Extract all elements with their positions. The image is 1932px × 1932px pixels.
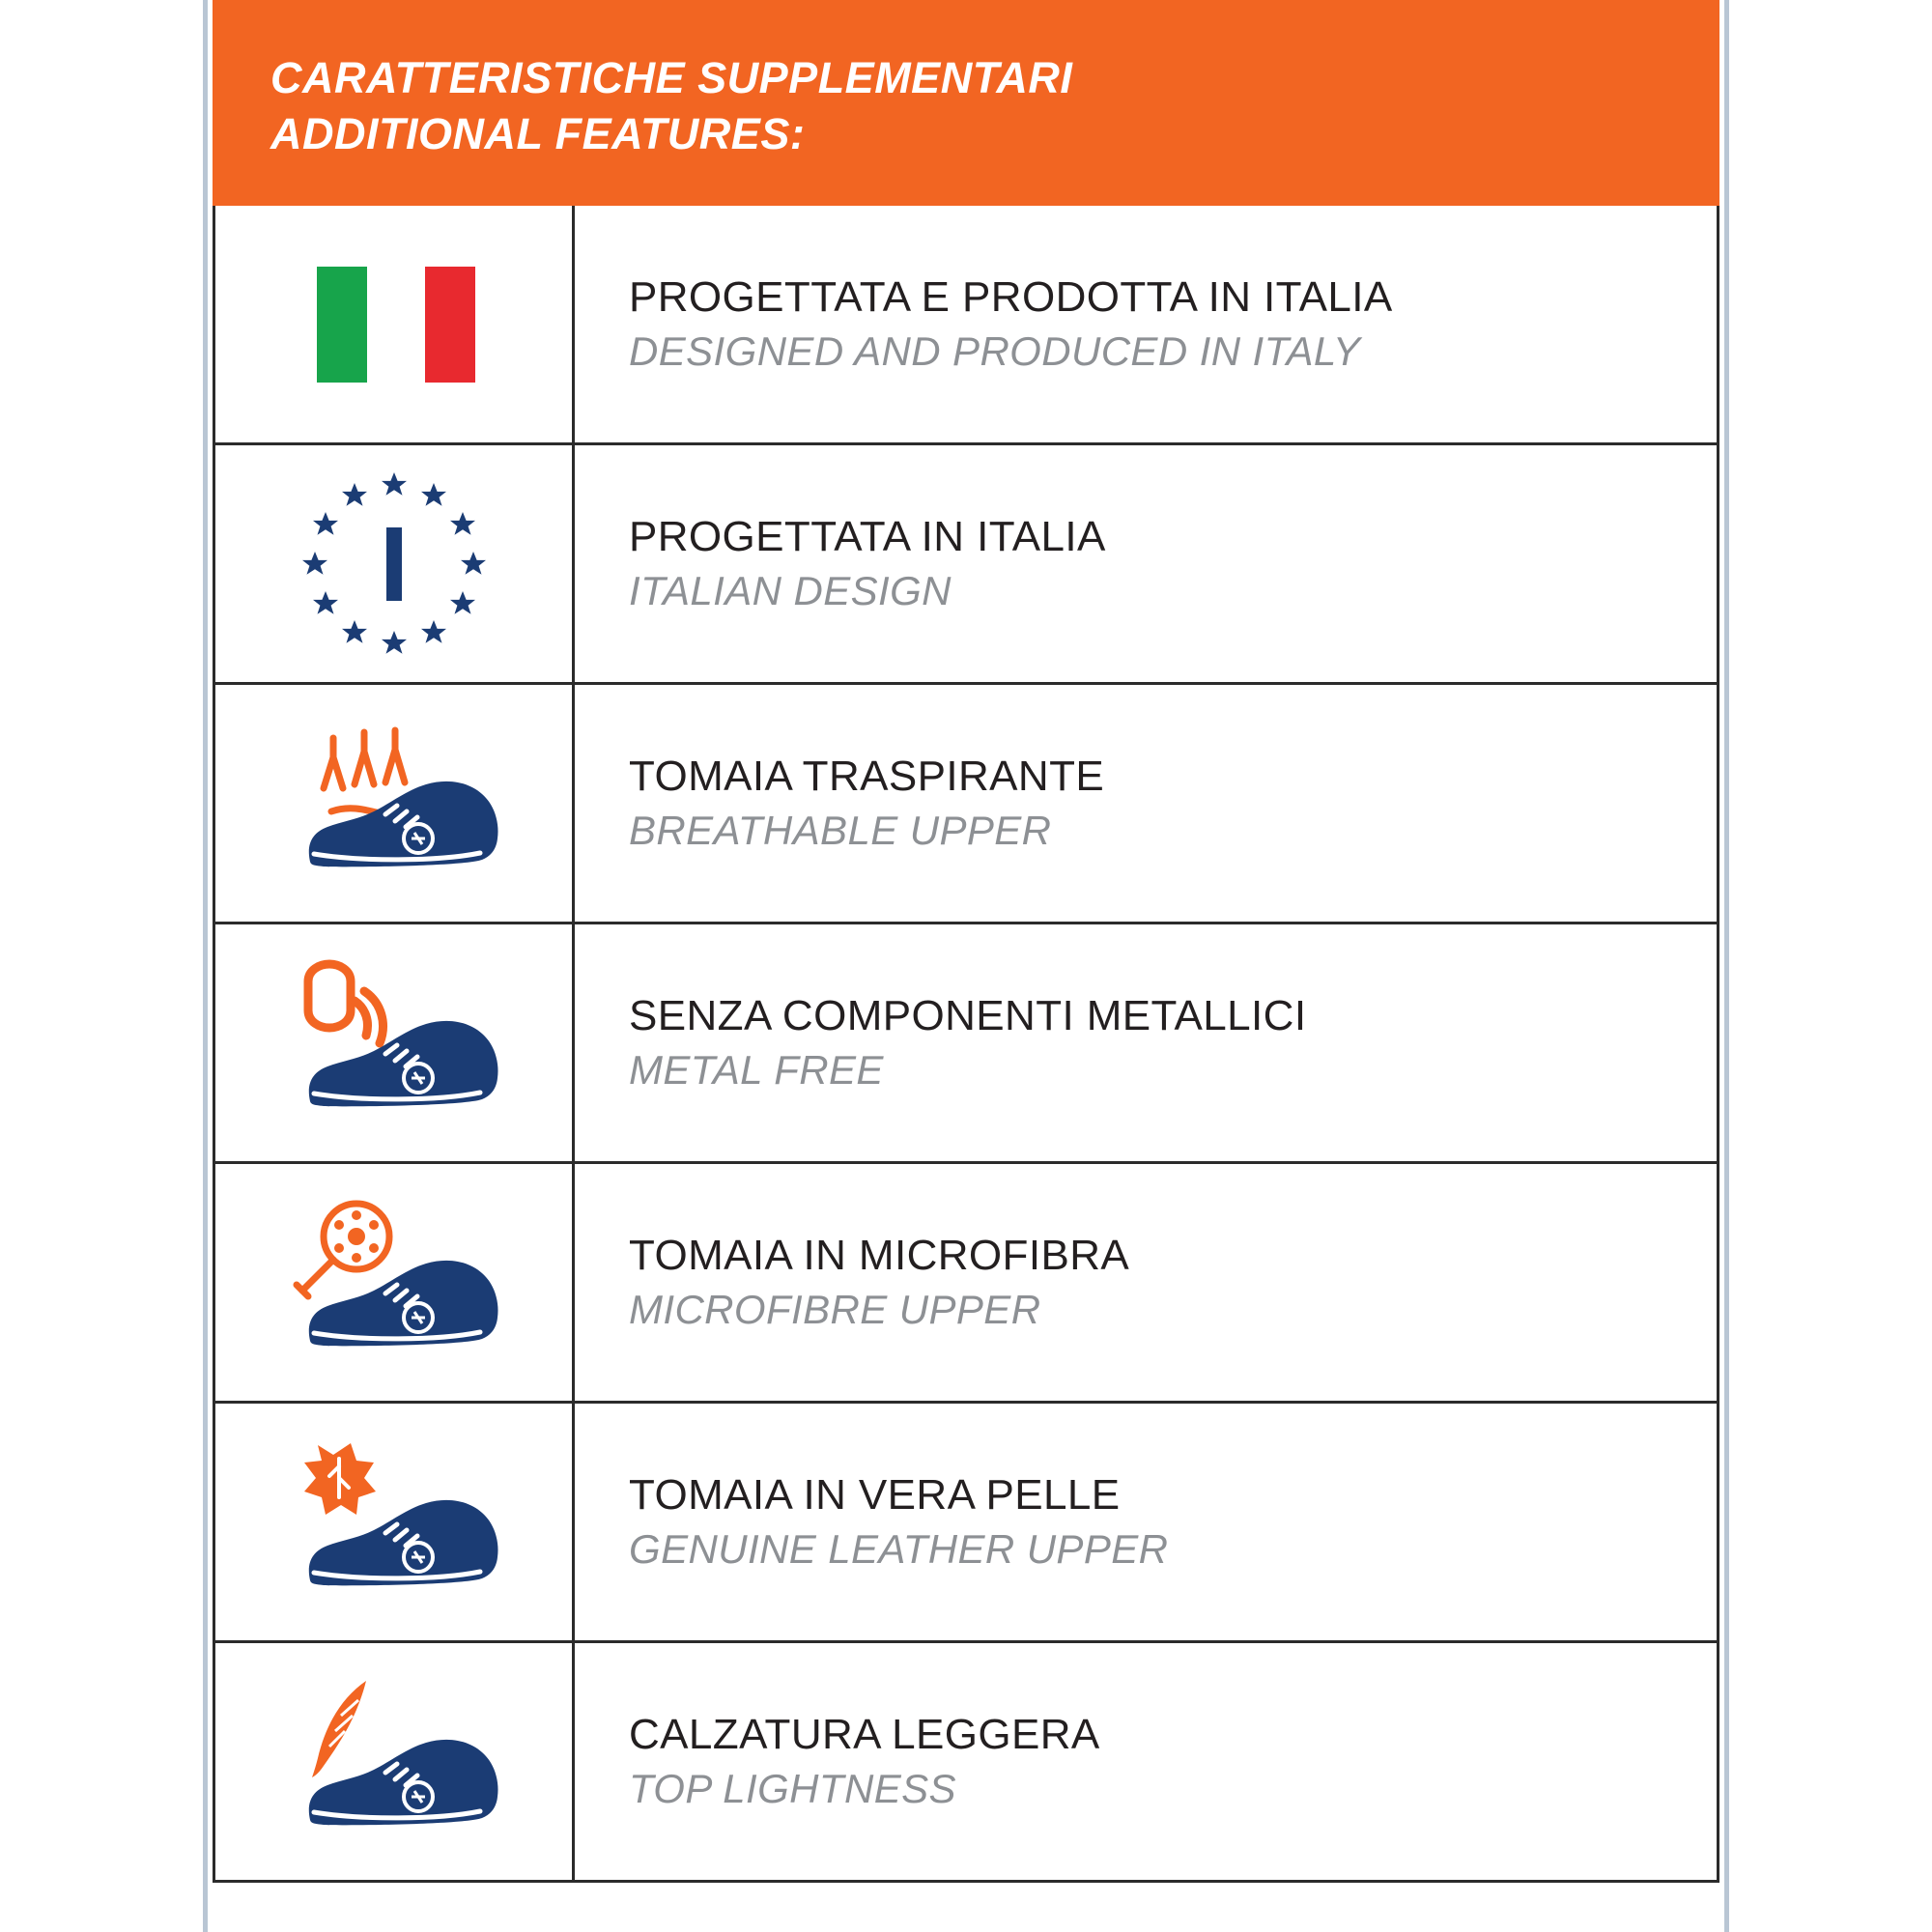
microfibre-shoe-icon — [273, 1198, 515, 1367]
text-cell — [575, 1643, 1717, 1880]
lightweight-shoe-icon — [273, 1677, 515, 1846]
feature-label-it: PROGETTATA E PRODOTTA IN ITALIA — [629, 272, 1393, 321]
icon-cell — [215, 1643, 575, 1880]
feature-label-en: BREATHABLE UPPER — [629, 808, 1052, 854]
feature-label-en: MICROFIBRE UPPER — [629, 1287, 1041, 1333]
breathable-shoe-icon — [273, 719, 515, 888]
feature-label-it: SENZA COMPONENTI METALLICI — [629, 991, 1307, 1039]
feature-label-en: ITALIAN DESIGN — [629, 568, 952, 614]
italian-flag-icon — [298, 267, 491, 383]
table-row — [213, 1164, 1719, 1404]
feature-label-en: DESIGNED AND PRODUCED IN ITALY — [629, 328, 1361, 375]
table-row — [213, 1643, 1719, 1883]
feature-label-en: TOP LIGHTNESS — [629, 1766, 956, 1812]
table-row — [213, 685, 1719, 924]
metal-free-shoe-icon — [273, 958, 515, 1127]
additional-features-table — [213, 0, 1719, 1883]
text-cell — [575, 924, 1717, 1161]
header-title-en: ADDITIONAL FEATURES: — [270, 108, 806, 158]
icon-cell — [215, 924, 575, 1161]
table-row — [213, 924, 1719, 1164]
text-cell — [575, 206, 1717, 442]
feature-label-it: TOMAIA IN MICROFIBRA — [629, 1231, 1130, 1279]
feature-label-en: GENUINE LEATHER UPPER — [629, 1526, 1169, 1573]
table-row — [213, 1404, 1719, 1643]
feature-label-it: TOMAIA TRASPIRANTE — [629, 752, 1105, 800]
eu-stars-italy-icon — [298, 468, 491, 661]
icon-cell — [215, 1404, 575, 1640]
icon-cell — [215, 685, 575, 922]
text-cell — [575, 445, 1717, 682]
feature-label-en: METAL FREE — [629, 1047, 884, 1094]
text-cell — [575, 685, 1717, 922]
text-cell — [575, 1404, 1717, 1640]
table-row — [213, 206, 1719, 445]
feature-label-it: CALZATURA LEGGERA — [629, 1710, 1100, 1758]
leather-shoe-icon — [273, 1437, 515, 1606]
table-row — [213, 445, 1719, 685]
icon-cell — [215, 206, 575, 442]
header-title-it: CARATTERISTICHE SUPPLEMENTARI — [270, 53, 1073, 102]
icon-cell — [215, 445, 575, 682]
icon-cell — [215, 1164, 575, 1401]
feature-label-it: TOMAIA IN VERA PELLE — [629, 1470, 1121, 1519]
feature-label-it: PROGETTATA IN ITALIA — [629, 512, 1106, 560]
table-header — [213, 0, 1719, 206]
text-cell — [575, 1164, 1717, 1401]
